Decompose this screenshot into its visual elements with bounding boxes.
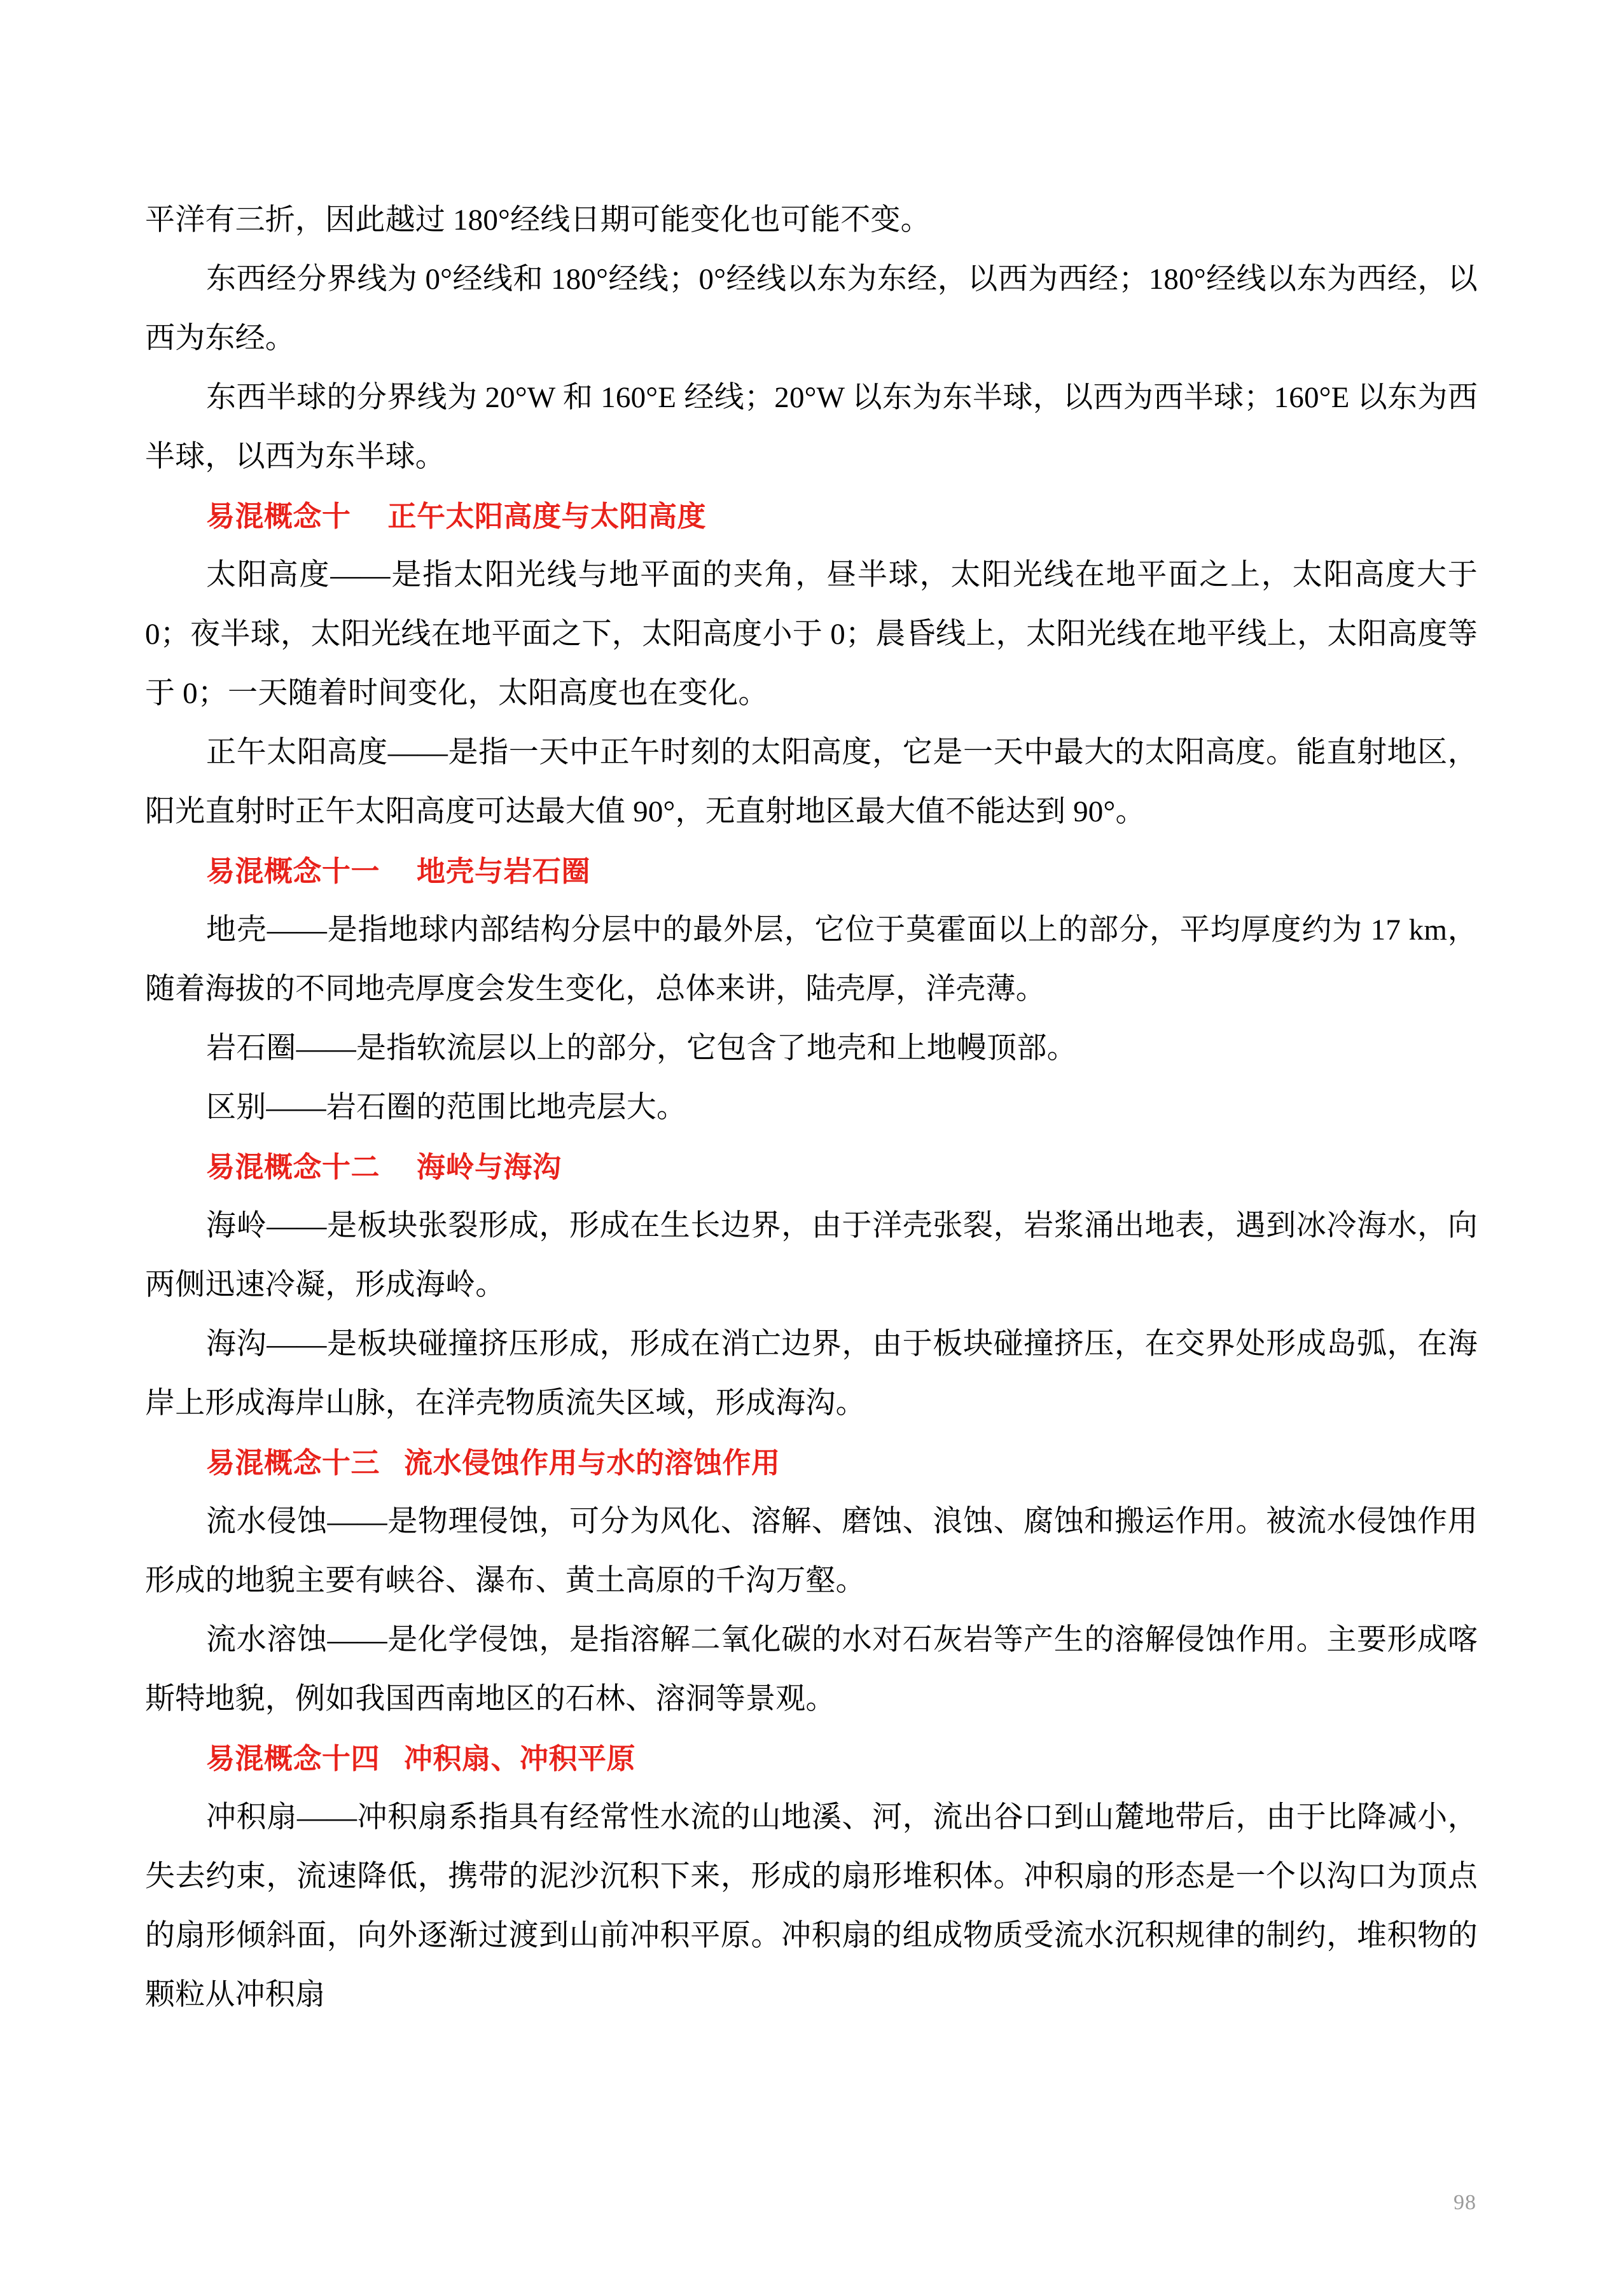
section-heading-title: 流水侵蚀作用与水的溶蚀作用 bbox=[404, 1446, 781, 1480]
paragraph: 海沟——是板块碰撞挤压形成，形成在消亡边界，由于板块碰撞挤压，在交界处形成岛弧，在海岸上形成海岸山脉，在洋壳物质流失区域，形成海沟。 bbox=[145, 1328, 1478, 1420]
section-heading-number: 易混概念十四 bbox=[206, 1742, 380, 1775]
paragraph: 区别——岩石圈的范围比地壳层大。 bbox=[206, 1091, 687, 1124]
section-heading-number: 易混概念十 bbox=[206, 499, 351, 533]
section-heading-number: 易混概念十三 bbox=[206, 1446, 380, 1480]
document-body bbox=[145, 191, 1478, 2025]
paragraph: 流水溶蚀——是化学侵蚀，是指溶解二氧化碳的水对石灰岩等产生的溶解侵蚀作用。主要形成喀斯特地貌，例如我国西南地区的石林、溶洞等景观。 bbox=[145, 1623, 1478, 1716]
section-heading-number: 易混概念十二 bbox=[206, 1150, 380, 1184]
section-heading-title: 正午太阳高度与太阳高度 bbox=[387, 499, 707, 533]
paragraph: 正午太阳高度——是指一天中正午时刻的太阳高度，它是一天中最大的太阳高度。能直射地区，阳光直射时正午太阳高度可达最大值 90°，无直射地区最大值不能达到 90°。 bbox=[145, 736, 1478, 828]
paragraph: 地壳——是指地球内部结构分层中的最外层，它位于莫霍面以上的部分，平均厚度约为 17 km，随着海拔的不同地壳厚度会发生变化，总体来讲，陆壳厚，洋壳薄。 bbox=[145, 913, 1478, 1006]
section-heading-number: 易混概念十一 bbox=[206, 854, 380, 888]
section-heading bbox=[145, 842, 1478, 901]
paragraph: 岩石圈——是指软流层以上的部分，它包含了地壳和上地幔顶部。 bbox=[206, 1032, 1077, 1065]
paragraph: 海岭——是板块张裂形成，形成在生长边界，由于洋壳张裂，岩浆涌出地表，遇到冰冷海水，向两侧迅速冷凝，形成海岭。 bbox=[145, 1209, 1478, 1301]
section-heading bbox=[145, 487, 1478, 546]
paragraph: 太阳高度——是指太阳光线与地平面的夹角，昼半球，太阳光线在地平面之上，太阳高度大于 0；夜半球，太阳光线在地平面之下，太阳高度小于 0；晨昏线上，太阳光线在地平线上，太阳高度等于 0；一天随着时间变化，太阳高度也在变化。 bbox=[145, 559, 1478, 710]
page-number: 98 bbox=[1454, 2191, 1476, 2214]
section-heading bbox=[145, 1137, 1478, 1197]
section-heading-title: 海岭与海沟 bbox=[417, 1150, 562, 1184]
section-heading-title: 地壳与岩石圈 bbox=[417, 854, 591, 888]
paragraph: 平洋有三折，因此越过 180°经线日期可能变化也可能不变。 bbox=[145, 204, 931, 237]
section-heading bbox=[145, 1433, 1478, 1492]
section-heading bbox=[145, 1729, 1478, 1788]
paragraph: 东西半球的分界线为 20°W 和 160°E 经线；20°W 以东为东半球，以西为西半球；160°E 以东为西半球，以西为东半球。 bbox=[145, 381, 1478, 473]
paragraph: 流水侵蚀——是物理侵蚀，可分为风化、溶解、磨蚀、浪蚀、腐蚀和搬运作用。被流水侵蚀作用形成的地貌主要有峡谷、瀑布、黄土高原的千沟万壑。 bbox=[145, 1505, 1478, 1597]
paragraph: 东西经分界线为 0°经线和 180°经线；0°经线以东为东经，以西为西经；180°经线以东为西经，以西为东经。 bbox=[145, 263, 1478, 355]
section-heading-title: 冲积扇、冲积平原 bbox=[404, 1742, 636, 1775]
paragraph: 冲积扇——冲积扇系指具有经常性水流的山地溪、河，流出谷口到山麓地带后，由于比降减小，失去约束，流速降低，携带的泥沙沉积下来，形成的扇形堆积体。冲积扇的形态是一个以沟口为顶点的扇形倾斜面，向外逐渐过渡到山前冲积平原。冲积扇的组成物质受流水沉积规律的制约，堆积物的颗粒从冲积扇 bbox=[145, 1801, 1478, 2011]
